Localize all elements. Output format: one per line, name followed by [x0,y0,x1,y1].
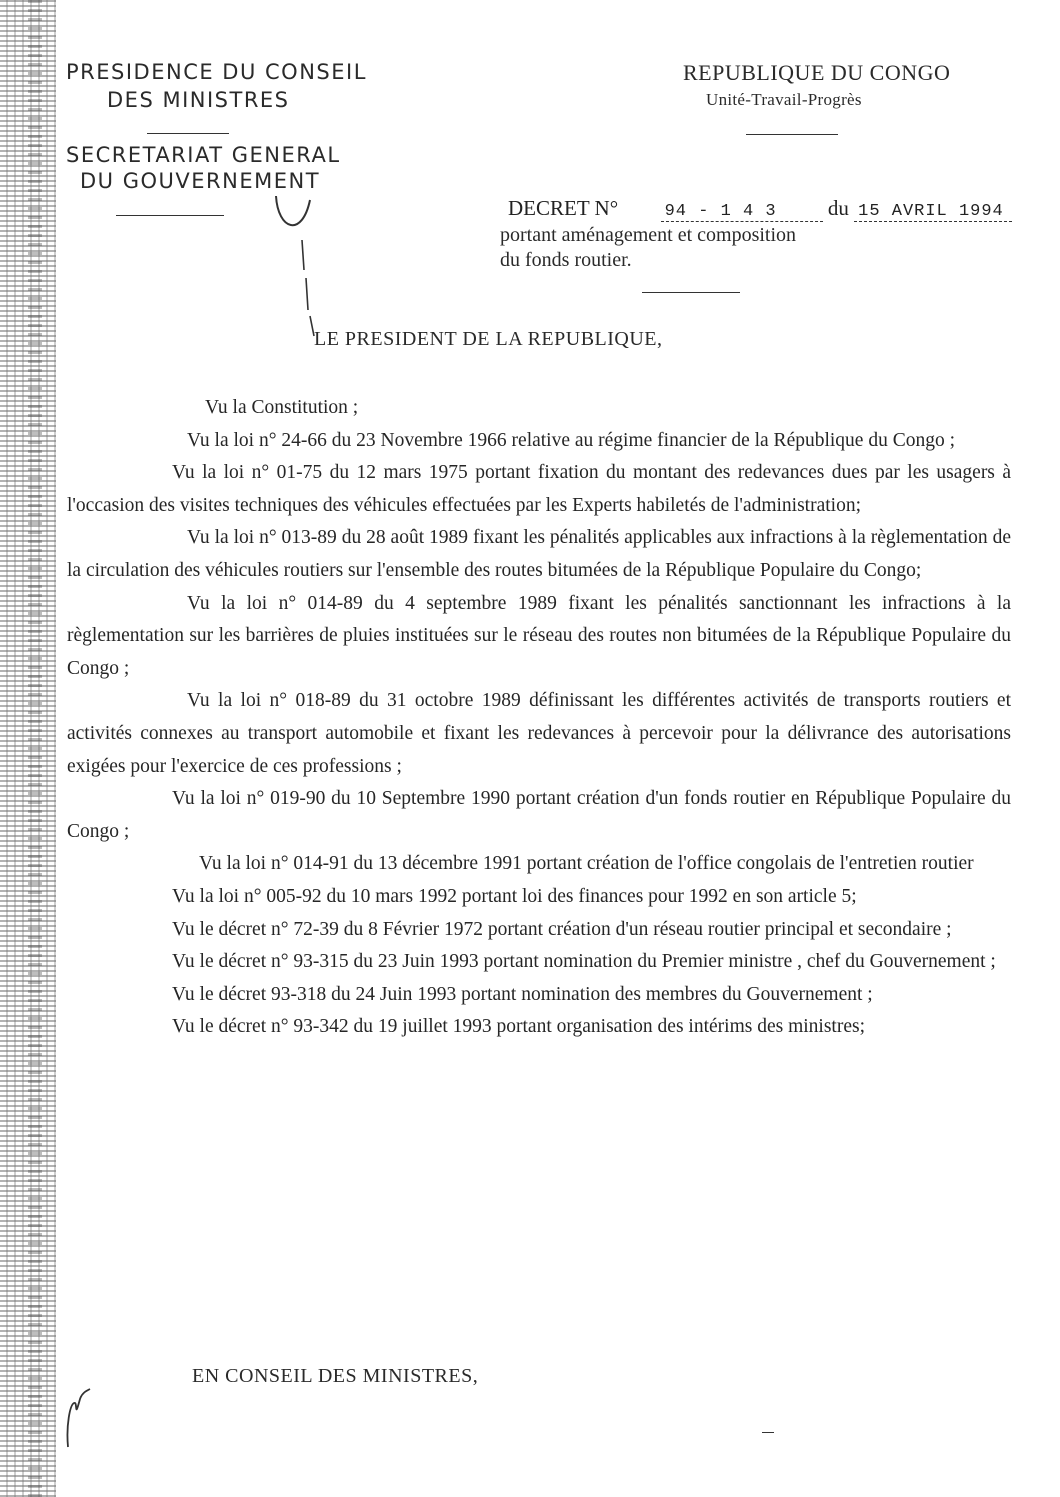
decree-du: du [827,196,849,220]
consideration-item: Vu la loi n° 014-89 du 4 septembre 1989 fixant les pénalités sanctionnant les infractions à la règlementation sur les barrières de pluies instituées sur le réseau des routes non bitumées de la République Populaire du Congo ; [67,592,1011,679]
header-left-line4: DU GOUVERNEMENT [80,169,321,193]
consideration-item: Vu la loi n° 014-91 du 13 décembre 1991 portant création de l'office congolais de l'entretien routier [199,853,974,875]
decree-subject-line2: du fonds routier. [500,249,632,271]
consideration-item: Vu la Constitution ; [205,397,359,418]
consideration-item: Vu la loi n° 013-89 du 28 août 1989 fixant les pénalités applicables aux infractions à la règlementation de la circulation des véhicules routiers sur l'ensemble des routes bitumées de la République Populaire du Congo; [67,527,1011,581]
council-heading: EN CONSEIL DES MINISTRES, [192,1365,479,1387]
header-left-rule2 [116,215,224,216]
consideration-item: Vu la loi n° 018-89 du 31 octobre 1989 définissant les différentes activités de transports routiers et activités connexes au transport automobile et fixant les redevances à percevoir pour la délivrance des autorisations exigées pour l'exercice de ces professions ; [67,690,1011,777]
consideration-item: Vu le décret n° 93-342 du 19 juillet 1993 portant organisation des intérims des ministres; [172,1016,865,1038]
decree-rule [642,292,740,293]
header-left-line2: DES MINISTRES [107,88,290,112]
consideration-item: Vu la loi n° 005-92 du 10 mars 1992 portant loi des finances pour 1992 en son article 5; [172,885,857,907]
scan-edge-artifact-inner [28,0,42,1497]
initial-signature [60,1385,100,1455]
consideration-item: Vu la loi n° 24-66 du 23 Novembre 1966 relative au régime financier de la République du Congo ; [187,429,956,451]
consideration-item: Vu le décret n° 72-39 du 8 Février 1972 portant création d'un réseau routier principal et secondaire ; [172,918,952,940]
header-right-country: REPUBLIQUE DU CONGO [683,60,951,85]
consideration-item: Vu le décret 93-318 du 24 Juin 1993 portant nomination des membres du Gouvernement ; [172,983,873,1005]
header-left-rule1 [147,133,229,134]
header-left-line3: SECRETARIAT GENERAL [66,143,341,167]
consideration-item: Vu la loi n° 01-75 du 12 mars 1975 portant fixation du montant des redevances dues par les usagers à l'occasion des visites techniques des véhicules effectuées par les Experts habiletés de l'administration; [67,462,1011,516]
decree-label: DECRET N° [508,196,619,220]
consideration-item: Vu la loi n° 019-90 du 10 Septembre 1990 portant création d'un fonds routier en République Populaire du Congo ; [67,788,1011,842]
decree-subject-line1: portant aménagement et composition [500,224,797,246]
stray-mark [762,1432,774,1433]
decree-number: 94 - 1 4 3 [661,202,823,222]
header-right-motto: Unité-Travail-Progrès [706,90,862,109]
header-right-rule [746,134,838,135]
considerations-list [67,392,1011,1044]
consideration-item: Vu le décret n° 93-315 du 23 Juin 1993 portant nomination du Premier ministre , chef du Gouvernement ; [172,951,996,973]
header-left-line1: PRESIDENCE DU CONSEIL [66,60,367,84]
handwritten-mark [262,160,332,340]
decree-number-line [508,196,1012,221]
president-title: LE PRESIDENT DE LA REPUBLIQUE, [314,328,663,350]
decree-date: 15 AVRIL 1994 [854,202,1012,222]
